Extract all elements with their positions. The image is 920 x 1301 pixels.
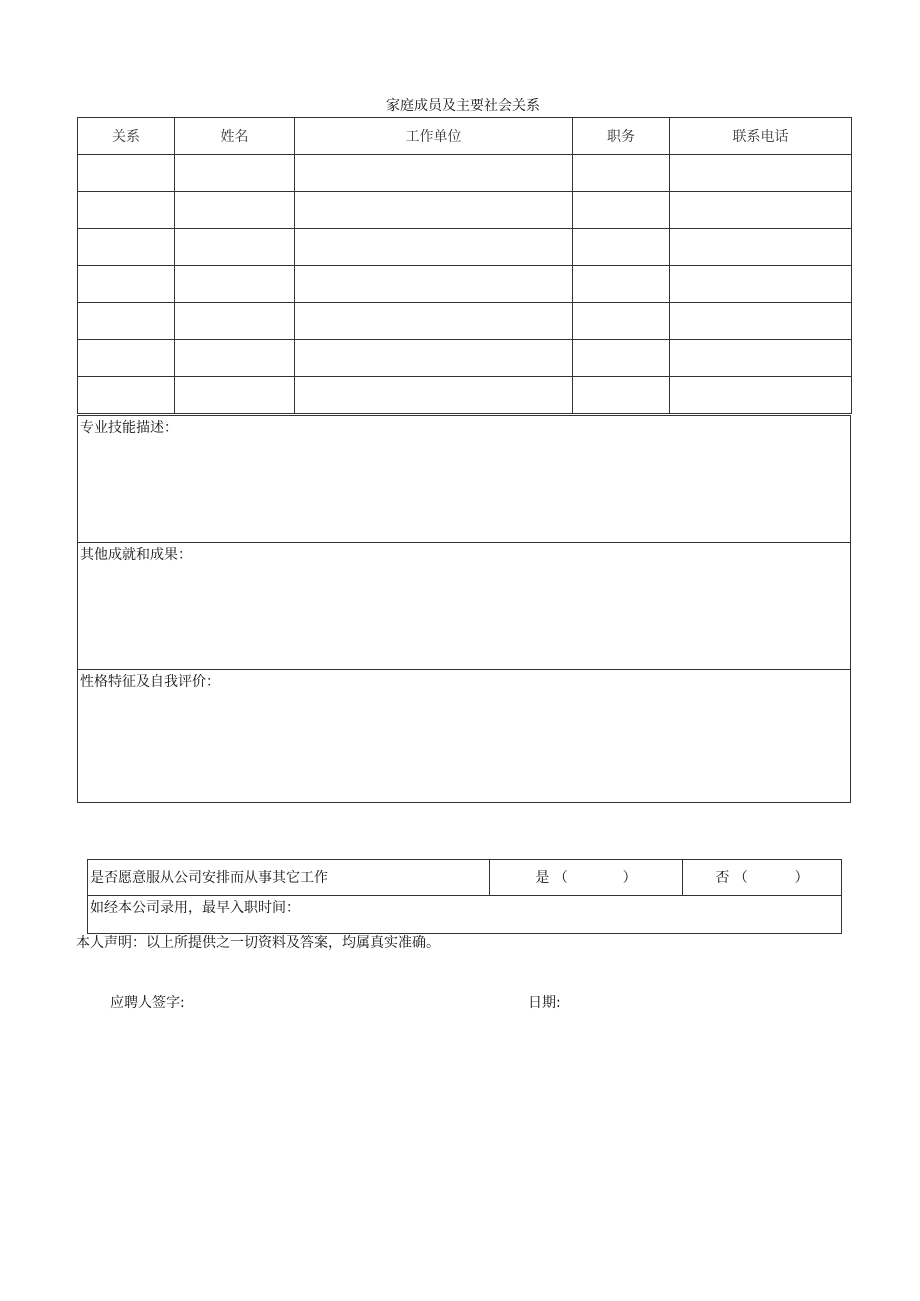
position-cell[interactable] <box>573 155 670 192</box>
table-header-row <box>78 118 852 155</box>
phone-cell[interactable] <box>670 192 852 229</box>
name-cell[interactable] <box>175 155 295 192</box>
personality-field[interactable] <box>78 670 851 803</box>
table-row <box>78 303 852 340</box>
assignment-question: 是否愿意服从公司安排而从事其它工作 <box>88 860 490 896</box>
personality-row <box>78 670 851 803</box>
start-date-field[interactable] <box>88 896 842 934</box>
employer-cell[interactable] <box>295 266 573 303</box>
employer-cell[interactable] <box>295 340 573 377</box>
phone-cell[interactable] <box>670 155 852 192</box>
no-open-paren: （ <box>733 869 748 886</box>
name-cell[interactable] <box>175 229 295 266</box>
assignment-question-row <box>88 860 842 896</box>
relation-cell[interactable] <box>78 192 175 229</box>
name-cell[interactable] <box>175 377 295 414</box>
employer-cell[interactable] <box>295 377 573 414</box>
position-cell[interactable] <box>573 303 670 340</box>
position-cell[interactable] <box>573 340 670 377</box>
start-date-label: 如经本公司录用，最早入职时间： <box>90 900 300 916</box>
no-option[interactable] <box>683 860 842 896</box>
position-cell[interactable] <box>573 229 670 266</box>
position-cell[interactable] <box>573 266 670 303</box>
yes-option[interactable] <box>490 860 683 896</box>
relation-cell[interactable] <box>78 155 175 192</box>
family-members-table <box>77 117 852 414</box>
date-label: 日期: <box>528 995 561 1011</box>
signature-label: 应聘人签字: <box>110 995 185 1011</box>
employer-cell[interactable] <box>295 155 573 192</box>
position-cell[interactable] <box>573 377 670 414</box>
page-title: 家庭成员及主要社会关系 <box>386 98 540 114</box>
employer-cell[interactable] <box>295 192 573 229</box>
achievements-row <box>78 543 851 670</box>
skills-field[interactable] <box>78 416 851 543</box>
skills-row <box>78 416 851 543</box>
column-header-phone: 联系电话 <box>670 118 852 155</box>
start-date-row <box>88 896 842 934</box>
phone-cell[interactable] <box>670 266 852 303</box>
column-header-relation: 关系 <box>78 118 175 155</box>
table-row <box>78 229 852 266</box>
table-row <box>78 192 852 229</box>
position-cell[interactable] <box>573 192 670 229</box>
employer-cell[interactable] <box>295 229 573 266</box>
personality-label: 性格特征及自我评价： <box>80 674 220 690</box>
skills-label: 专业技能描述： <box>80 420 178 436</box>
no-label: 否 <box>715 869 730 886</box>
yes-label: 是 <box>535 869 550 886</box>
no-close-paren: ） <box>794 869 809 886</box>
phone-cell[interactable] <box>670 340 852 377</box>
phone-cell[interactable] <box>670 377 852 414</box>
table-row <box>78 340 852 377</box>
assignment-table <box>87 859 842 934</box>
declaration-text: 本人声明：以上所提供之一切资料及答案，均属真实准确。 <box>76 935 440 951</box>
table-row <box>78 266 852 303</box>
achievements-field[interactable] <box>78 543 851 670</box>
self-description-table <box>77 415 851 803</box>
phone-cell[interactable] <box>670 303 852 340</box>
phone-cell[interactable] <box>670 229 852 266</box>
name-cell[interactable] <box>175 266 295 303</box>
name-cell[interactable] <box>175 340 295 377</box>
table-row <box>78 155 852 192</box>
relation-cell[interactable] <box>78 303 175 340</box>
yes-close-paren: ） <box>622 869 637 886</box>
achievements-label: 其他成就和成果： <box>80 547 192 563</box>
relation-cell[interactable] <box>78 340 175 377</box>
name-cell[interactable] <box>175 303 295 340</box>
column-header-name: 姓名 <box>175 118 295 155</box>
employer-cell[interactable] <box>295 303 573 340</box>
name-cell[interactable] <box>175 192 295 229</box>
yes-open-paren: （ <box>553 869 568 886</box>
relation-cell[interactable] <box>78 377 175 414</box>
table-row <box>78 377 852 414</box>
column-header-employer: 工作单位 <box>295 118 573 155</box>
relation-cell[interactable] <box>78 229 175 266</box>
column-header-position: 职务 <box>573 118 670 155</box>
relation-cell[interactable] <box>78 266 175 303</box>
